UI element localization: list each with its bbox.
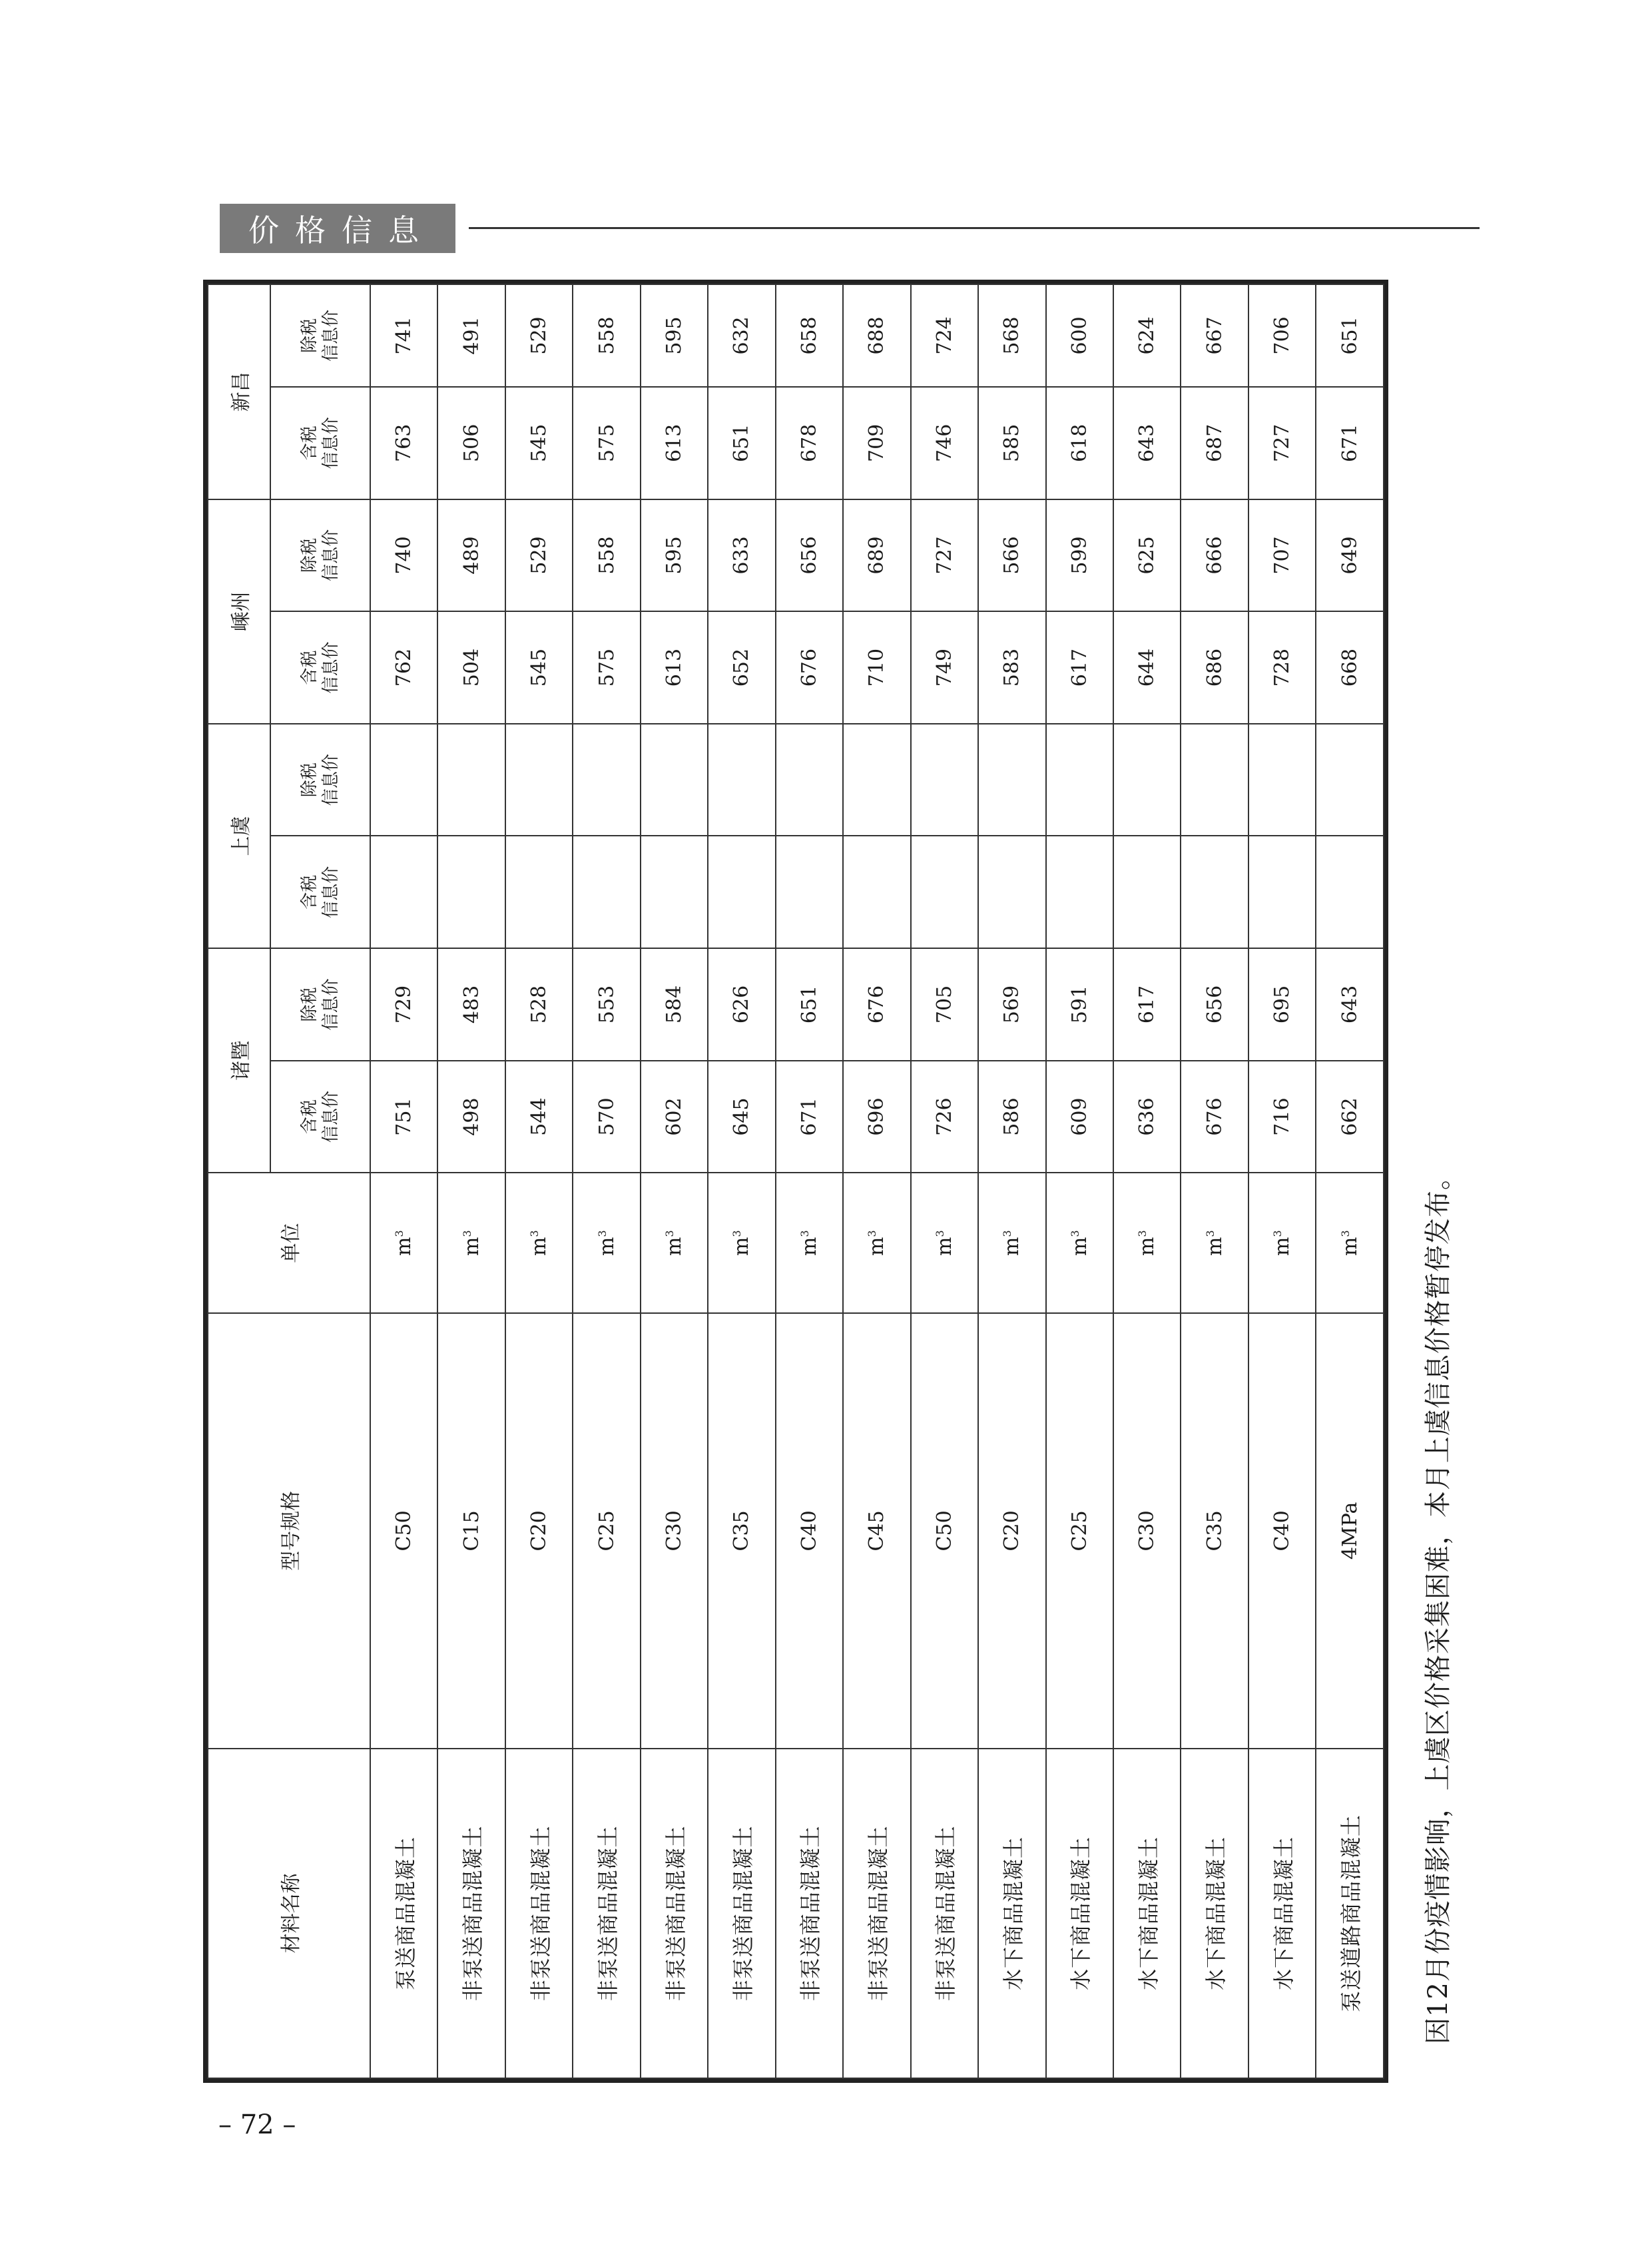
col-header-name: 材料名称 (208, 1749, 370, 2078)
cell-shengzhou-tax-incl: 668 (1316, 611, 1384, 724)
region-header-zhuji: 诸暨 (208, 948, 270, 1173)
cell-zhuji-tax-excl: 569 (978, 948, 1045, 1061)
cell-unit (573, 1173, 640, 1313)
cell-xinchang-tax-excl: 632 (708, 284, 775, 387)
cell-zhuji-tax-excl: 483 (437, 948, 505, 1061)
unit-superscript: 3 (1068, 1230, 1081, 1237)
unit-text: m (663, 1237, 687, 1257)
cell-unit (708, 1173, 775, 1313)
table-row (1181, 284, 1248, 2078)
unit-text: m (932, 1237, 956, 1257)
cell-material-name: 泵送商品混凝土 (370, 1749, 437, 2078)
cell-shangyu-tax-excl (1181, 724, 1248, 836)
cell-spec: 4MPa (1316, 1313, 1384, 1748)
cell-shangyu-tax-excl (641, 724, 708, 836)
table-row (641, 284, 708, 2078)
unit-superscript: 3 (663, 1230, 677, 1237)
cell-unit (978, 1173, 1045, 1313)
cell-shengzhou-tax-incl: 676 (776, 611, 843, 724)
cell-zhuji-tax-excl: 651 (776, 948, 843, 1061)
cell-shangyu-tax-incl (641, 836, 708, 948)
subheader-tax-excl: 除税 信息价 (270, 948, 370, 1061)
cell-material-name: 水下商品混凝土 (978, 1749, 1045, 2078)
table-row (437, 284, 505, 2078)
cell-xinchang-tax-excl: 558 (573, 284, 640, 387)
cell-spec: C30 (641, 1313, 708, 1748)
cell-unit (843, 1173, 910, 1313)
unit-superscript: 3 (1136, 1230, 1149, 1237)
cell-xinchang-tax-incl: 651 (708, 387, 775, 499)
unit-text: m (392, 1237, 416, 1257)
cell-zhuji-tax-excl: 553 (573, 948, 640, 1061)
cell-shangyu-tax-excl (1113, 724, 1181, 836)
subheader-tax-incl: 含税 信息价 (270, 387, 370, 499)
cell-shengzhou-tax-incl: 617 (1046, 611, 1113, 724)
cell-material-name: 泵送道路商品混凝土 (1316, 1749, 1384, 2078)
cell-xinchang-tax-incl: 585 (978, 387, 1045, 499)
cell-shengzhou-tax-incl: 710 (843, 611, 910, 724)
cell-zhuji-tax-excl: 528 (505, 948, 573, 1061)
cell-unit (776, 1173, 843, 1313)
cell-spec: C30 (1113, 1313, 1181, 1748)
cell-shangyu-tax-excl (505, 724, 573, 836)
cell-xinchang-tax-excl: 706 (1248, 284, 1316, 387)
unit-text: m (1270, 1237, 1294, 1257)
header-row-regions (208, 284, 270, 2078)
table-row (1113, 284, 1181, 2078)
cell-spec: C25 (573, 1313, 640, 1748)
cell-material-name: 水下商品混凝土 (1113, 1749, 1181, 2078)
cell-xinchang-tax-excl: 688 (843, 284, 910, 387)
cell-zhuji-tax-incl: 662 (1316, 1061, 1384, 1173)
unit-superscript: 3 (393, 1230, 406, 1237)
cell-zhuji-tax-incl: 751 (370, 1061, 437, 1173)
cell-shangyu-tax-excl (370, 724, 437, 836)
cell-material-name: 非泵送商品混凝土 (911, 1749, 978, 2078)
cell-zhuji-tax-incl: 636 (1113, 1061, 1181, 1173)
cell-shangyu-tax-excl (573, 724, 640, 836)
unit-text: m (865, 1237, 889, 1257)
cell-zhuji-tax-excl: 695 (1248, 948, 1316, 1061)
cell-shengzhou-tax-excl: 707 (1248, 499, 1316, 612)
unit-text: m (1338, 1237, 1362, 1257)
cell-shangyu-tax-excl (437, 724, 505, 836)
price-table-rotator (207, 284, 1384, 2079)
cell-zhuji-tax-excl: 656 (1181, 948, 1248, 1061)
cell-unit (1248, 1173, 1316, 1313)
cell-shangyu-tax-incl (776, 836, 843, 948)
cell-zhuji-tax-excl: 705 (911, 948, 978, 1061)
cell-shengzhou-tax-incl: 613 (641, 611, 708, 724)
unit-text: m (1067, 1237, 1091, 1257)
region-header-shangyu: 上虞 (208, 724, 270, 948)
cell-shengzhou-tax-incl: 652 (708, 611, 775, 724)
cell-xinchang-tax-incl: 545 (505, 387, 573, 499)
table-row (505, 284, 573, 2078)
subheader-tax-incl: 含税 信息价 (270, 1061, 370, 1173)
table-row (911, 284, 978, 2078)
cell-xinchang-tax-excl: 491 (437, 284, 505, 387)
col-header-spec: 型号规格 (208, 1313, 370, 1748)
cell-zhuji-tax-incl: 716 (1248, 1061, 1316, 1173)
cell-material-name: 水下商品混凝土 (1046, 1749, 1113, 2078)
cell-zhuji-tax-excl: 584 (641, 948, 708, 1061)
cell-shangyu-tax-excl (1046, 724, 1113, 836)
cell-shengzhou-tax-excl: 489 (437, 499, 505, 612)
cell-zhuji-tax-incl: 645 (708, 1061, 775, 1173)
cell-unit (1316, 1173, 1384, 1313)
cell-spec: C20 (978, 1313, 1045, 1748)
cell-xinchang-tax-incl: 763 (370, 387, 437, 499)
section-tag: 价格信息 (220, 204, 455, 253)
unit-text: m (595, 1237, 619, 1257)
table-row (1046, 284, 1113, 2078)
cell-material-name: 非泵送商品混凝土 (641, 1749, 708, 2078)
cell-zhuji-tax-incl: 586 (978, 1061, 1045, 1173)
unit-superscript: 3 (1001, 1230, 1014, 1237)
table-row (776, 284, 843, 2078)
cell-shangyu-tax-incl (505, 836, 573, 948)
cell-zhuji-tax-excl: 729 (370, 948, 437, 1061)
cell-spec: C50 (370, 1313, 437, 1748)
unit-superscript: 3 (730, 1230, 744, 1237)
cell-zhuji-tax-incl: 676 (1181, 1061, 1248, 1173)
cell-shengzhou-tax-excl: 595 (641, 499, 708, 612)
cell-shengzhou-tax-excl: 633 (708, 499, 775, 612)
cell-shangyu-tax-incl (1248, 836, 1316, 948)
table-row (708, 284, 775, 2078)
cell-zhuji-tax-incl: 544 (505, 1061, 573, 1173)
cell-spec: C45 (843, 1313, 910, 1748)
cell-xinchang-tax-excl: 595 (641, 284, 708, 387)
cell-shangyu-tax-excl (911, 724, 978, 836)
unit-text: m (730, 1237, 754, 1257)
unit-text: m (797, 1237, 821, 1257)
cell-shangyu-tax-incl (370, 836, 437, 948)
cell-material-name: 非泵送商品混凝土 (776, 1749, 843, 2078)
cell-shangyu-tax-incl (1316, 836, 1384, 948)
cell-zhuji-tax-incl: 602 (641, 1061, 708, 1173)
cell-xinchang-tax-excl: 741 (370, 284, 437, 387)
cell-spec: C40 (776, 1313, 843, 1748)
unit-superscript: 3 (866, 1230, 879, 1237)
cell-shangyu-tax-excl (776, 724, 843, 836)
cell-xinchang-tax-incl: 727 (1248, 387, 1316, 499)
cell-unit (641, 1173, 708, 1313)
cell-xinchang-tax-incl: 671 (1316, 387, 1384, 499)
footnote: 因12月份疫情影响，上虞区价格采集困难，本月上虞信息价格暂停发布。 (1423, 1163, 1454, 2044)
unit-superscript: 3 (460, 1230, 473, 1237)
cell-unit (911, 1173, 978, 1313)
cell-zhuji-tax-excl: 626 (708, 948, 775, 1061)
cell-xinchang-tax-excl: 651 (1316, 284, 1384, 387)
cell-shengzhou-tax-excl: 558 (573, 499, 640, 612)
subheader-tax-excl: 除税 信息价 (270, 284, 370, 387)
cell-shengzhou-tax-excl: 599 (1046, 499, 1113, 612)
table-row (843, 284, 910, 2078)
cell-shangyu-tax-excl (708, 724, 775, 836)
unit-superscript: 3 (595, 1230, 609, 1237)
cell-xinchang-tax-excl: 600 (1046, 284, 1113, 387)
cell-material-name: 非泵送商品混凝土 (437, 1749, 505, 2078)
table-row (370, 284, 437, 2078)
cell-shengzhou-tax-incl: 749 (911, 611, 978, 724)
cell-xinchang-tax-excl: 667 (1181, 284, 1248, 387)
table-row (1248, 284, 1316, 2078)
cell-xinchang-tax-incl: 613 (641, 387, 708, 499)
cell-zhuji-tax-incl: 570 (573, 1061, 640, 1173)
unit-text: m (527, 1237, 551, 1257)
cell-unit (437, 1173, 505, 1313)
cell-zhuji-tax-excl: 617 (1113, 948, 1181, 1061)
cell-xinchang-tax-excl: 658 (776, 284, 843, 387)
region-header-shengzhou: 嵊州 (208, 499, 270, 724)
subheader-tax-incl: 含税 信息价 (270, 836, 370, 948)
unit-superscript: 3 (528, 1230, 541, 1237)
cell-shengzhou-tax-incl: 644 (1113, 611, 1181, 724)
unit-text: m (1000, 1237, 1024, 1257)
cell-shengzhou-tax-excl: 689 (843, 499, 910, 612)
cell-shangyu-tax-incl (911, 836, 978, 948)
cell-shengzhou-tax-excl: 666 (1181, 499, 1248, 612)
cell-xinchang-tax-incl: 746 (911, 387, 978, 499)
cell-zhuji-tax-excl: 643 (1316, 948, 1384, 1061)
cell-shengzhou-tax-incl: 728 (1248, 611, 1316, 724)
cell-shengzhou-tax-excl: 656 (776, 499, 843, 612)
cell-material-name: 水下商品混凝土 (1181, 1749, 1248, 2078)
cell-zhuji-tax-incl: 498 (437, 1061, 505, 1173)
cell-spec: C50 (911, 1313, 978, 1748)
unit-text: m (1135, 1237, 1159, 1257)
subheader-tax-incl: 含税 信息价 (270, 611, 370, 724)
cell-shengzhou-tax-excl: 727 (911, 499, 978, 612)
cell-shangyu-tax-incl (843, 836, 910, 948)
cell-material-name: 非泵送商品混凝土 (505, 1749, 573, 2078)
header-rule (469, 227, 1480, 229)
cell-unit (370, 1173, 437, 1313)
cell-material-name: 非泵送商品混凝土 (573, 1749, 640, 2078)
cell-shangyu-tax-incl (1046, 836, 1113, 948)
unit-superscript: 3 (933, 1230, 946, 1237)
subheader-tax-excl: 除税 信息价 (270, 724, 370, 836)
cell-material-name: 水下商品混凝土 (1248, 1749, 1316, 2078)
cell-xinchang-tax-incl: 687 (1181, 387, 1248, 499)
price-table-frame (203, 280, 1388, 2083)
cell-zhuji-tax-excl: 591 (1046, 948, 1113, 1061)
cell-xinchang-tax-excl: 568 (978, 284, 1045, 387)
cell-shengzhou-tax-excl: 566 (978, 499, 1045, 612)
price-table (207, 284, 1384, 2079)
unit-text: m (1203, 1237, 1227, 1257)
cell-xinchang-tax-incl: 575 (573, 387, 640, 499)
subheader-tax-excl: 除税 信息价 (270, 499, 370, 612)
cell-shengzhou-tax-excl: 529 (505, 499, 573, 612)
cell-unit (1181, 1173, 1248, 1313)
cell-spec: C15 (437, 1313, 505, 1748)
table-row (1316, 284, 1384, 2078)
cell-shengzhou-tax-incl: 504 (437, 611, 505, 724)
table-row (978, 284, 1045, 2078)
unit-superscript: 3 (1203, 1230, 1217, 1237)
cell-spec: C35 (708, 1313, 775, 1748)
cell-spec: C20 (505, 1313, 573, 1748)
cell-shangyu-tax-excl (1316, 724, 1384, 836)
cell-xinchang-tax-incl: 643 (1113, 387, 1181, 499)
cell-shangyu-tax-incl (1113, 836, 1181, 948)
unit-superscript: 3 (1338, 1230, 1352, 1237)
cell-unit (1113, 1173, 1181, 1313)
cell-shangyu-tax-excl (843, 724, 910, 836)
unit-superscript: 3 (798, 1230, 811, 1237)
cell-shangyu-tax-incl (437, 836, 505, 948)
cell-shengzhou-tax-incl: 545 (505, 611, 573, 724)
cell-shangyu-tax-incl (573, 836, 640, 948)
cell-xinchang-tax-incl: 506 (437, 387, 505, 499)
cell-shangyu-tax-incl (708, 836, 775, 948)
cell-shangyu-tax-excl (978, 724, 1045, 836)
cell-zhuji-tax-incl: 609 (1046, 1061, 1113, 1173)
cell-xinchang-tax-excl: 529 (505, 284, 573, 387)
unit-superscript: 3 (1271, 1230, 1284, 1237)
table-row (573, 284, 640, 2078)
cell-shengzhou-tax-incl: 686 (1181, 611, 1248, 724)
cell-shengzhou-tax-incl: 575 (573, 611, 640, 724)
cell-shengzhou-tax-incl: 583 (978, 611, 1045, 724)
unit-text: m (459, 1237, 483, 1257)
cell-shengzhou-tax-excl: 649 (1316, 499, 1384, 612)
cell-spec: C35 (1181, 1313, 1248, 1748)
cell-zhuji-tax-incl: 726 (911, 1061, 978, 1173)
cell-unit (1046, 1173, 1113, 1313)
cell-shangyu-tax-incl (978, 836, 1045, 948)
region-header-xinchang: 新昌 (208, 284, 270, 499)
cell-shengzhou-tax-excl: 740 (370, 499, 437, 612)
cell-zhuji-tax-excl: 676 (843, 948, 910, 1061)
col-header-unit: 单位 (208, 1173, 370, 1313)
cell-xinchang-tax-incl: 618 (1046, 387, 1113, 499)
cell-shangyu-tax-incl (1181, 836, 1248, 948)
cell-shangyu-tax-excl (1248, 724, 1316, 836)
cell-xinchang-tax-excl: 724 (911, 284, 978, 387)
cell-xinchang-tax-excl: 624 (1113, 284, 1181, 387)
cell-xinchang-tax-incl: 678 (776, 387, 843, 499)
price-table-body (370, 284, 1384, 2078)
cell-zhuji-tax-incl: 696 (843, 1061, 910, 1173)
cell-shengzhou-tax-incl: 762 (370, 611, 437, 724)
cell-shengzhou-tax-excl: 625 (1113, 499, 1181, 612)
cell-unit (505, 1173, 573, 1313)
cell-zhuji-tax-incl: 671 (776, 1061, 843, 1173)
page-number: – 72 – (218, 2110, 296, 2140)
cell-xinchang-tax-incl: 709 (843, 387, 910, 499)
cell-material-name: 非泵送商品混凝土 (843, 1749, 910, 2078)
cell-spec: C25 (1046, 1313, 1113, 1748)
cell-spec: C40 (1248, 1313, 1316, 1748)
cell-material-name: 非泵送商品混凝土 (708, 1749, 775, 2078)
